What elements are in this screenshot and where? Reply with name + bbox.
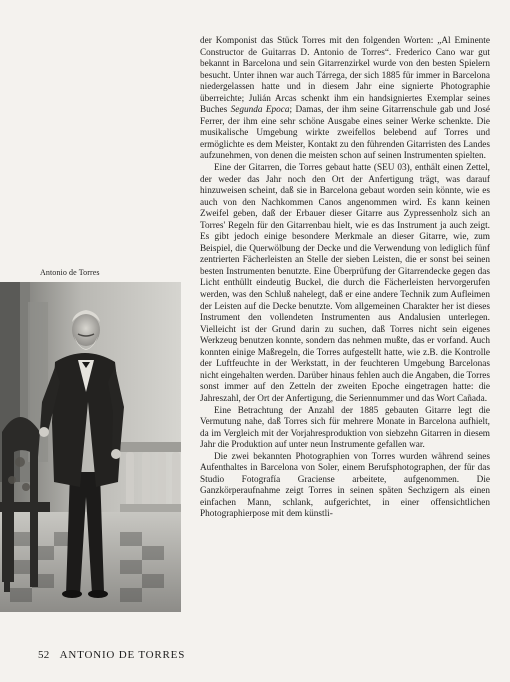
photo-caption: Antonio de Torres — [40, 268, 100, 277]
portrait-photograph-image — [0, 282, 181, 612]
page-number: 52 — [38, 649, 50, 661]
portrait-photograph — [0, 282, 181, 612]
body-text-column — [200, 36, 490, 521]
book-title-italic: Segunda Epoca — [230, 105, 290, 116]
paragraph: Eine Betrachtung der Anzahl der 1885 gebauten Gitarre legt die Vermutung nahe, daß Torres sich für mehrere Monate in Barcelona aufhielt, da im Vergleich mit der Vorjahresproduktion von siebzehn Gitarren in diesem Jahr die Produktion auf unter neun Instrumente gefallen war. — [200, 405, 490, 451]
paragraph: Die zwei bekannten Photographien von Torres wurden während seines Aufenthaltes in Barcelona von Soler, einem Berufsphotographen, der für das Studio Fotografía Graciense arbeitete, aufgenommen. Die Ganzkörperaufnahme zeigt Torres in seinen späten Sechzigern als einen einfachen Mann, schlank, aufgerichtet, in einer offensichtlichen Photographierpose mit dem künstli- — [200, 451, 490, 520]
page-footer — [38, 649, 185, 661]
paragraph: Eine der Gitarren, die Torres gebaut hatte (SEU 03), enthält einen Zettel, der weder das Jahr noch den Ort der Anfertigung trägt, was darauf hinzuweisen scheint, daß sie in Barcelona gebaut worden sein könnte, wie es auch von den Nachkommen Canos angenommen wird. Es kann keinen Zweifel geben, daß der Erbauer dieser Gitarre aus Zypressenholz sich an Torres' Regeln für den Gitarrenbau hielt, wie es das Instrument ja auch zeigt. Es gibt jedoch einige besondere Merkmale an dieser Gitarre, wie, zum Beispiel, die Querwölbung der Decke und die Verwendung von lediglich fünf zentrierten Fächerleisten an Stelle der sieben Leisten, die er sonst bei seinen besten Instrumenten benutzte. Eine Überprüfung der Gitarrendecke gegen das Licht enthüllt eindeutig Buckel, die durch die Fächerleisten hervorgerufen werden, was den Schluß nahelegt, daß er eine andere Technik zum Aufleimen der Leisten auf die Decke benutzte. Vom allgemeinen Charakter her ist dieses Instrument den vollendeten Instrumenten aus Andalusien unterlegen. Vielleicht ist der Grund darin zu suchen, daß Torres nicht sein eigenes Werkzeug benutzen konnte, sondern das nehmen mußte, das er vorfand. Auch konnten einige Maßregeln, die Torres aufgestellt hatte, wie z.B. die Kontrolle der Luftfeuchte in der Werkstatt, in der feuchteren Umgebung Barcelonas nicht eingehalten werden. Darüber hinaus fehlen auch die Angaben, die Torres sonst immer auf den Zetteln der zweiten Epoche eingetragen hatte: die Jahreszahl, der Ort der Anfertigung, die Seriennummer und das Wort Cañada. — [200, 163, 490, 404]
running-title: ANTONIO DE TORRES — [59, 649, 186, 661]
paragraph: der Komponist das Stück Torres mit den folgenden Worten: „Al Eminente Constructor de Guitarras D. Antonio de Torres“. Frederico Cano war gut bekannt in Barcelona und sein Gitarrenzirkel wurde von den besten Spielern besucht. Unter ihnen war auch Tárrega, der sich 1885 für immer in Barcelona niedergelassen hatte und in diesem Jahr eine signierte Photographie überreichte; Julián Arcas schenkt ihm ein handsigniertes Exemplar seines Buches Segunda Epoca; Damas, der ihm seine Gitarrenschule gab und José Ferrer, der ihm eine sehr schöne Ausgabe eines seiner Werke schenkte. Die musikalische Umgebung wirkte zweifellos belebend auf Torres und ermöglichte es dem Meister, Kontakt zu den führenden Gitarristen des Landes aufzunehmen, von denen die meisten schon auf seinen Instrumenten spielten. — [200, 36, 490, 162]
